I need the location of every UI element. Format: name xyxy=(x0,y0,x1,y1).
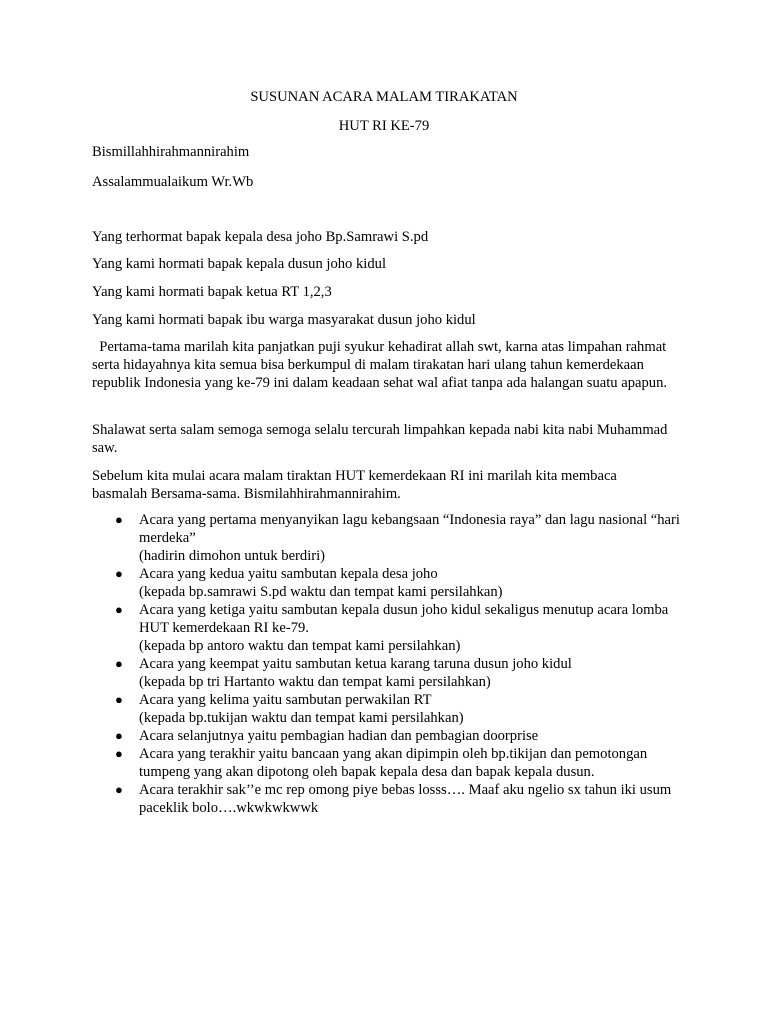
paragraph-shalawat: Shalawat serta salam semoga semoga selalu tercurah limpahkan kepada nabi kita nabi Muhammad saw. xyxy=(92,422,668,456)
agenda-item-note: (kepada bp antoro waktu dan tempat kami persilahkan) xyxy=(139,638,461,654)
agenda-item-text: Acara yang terakhir yaitu bancaan yang akan dipimpin oleh bp.tikijan dan pemotongan tumpeng yang akan dipotong oleh bapak kepala desa dan bapak kepala dusun. xyxy=(139,746,648,780)
agenda-item-text: Acara yang pertama menyanyikan lagu kebangsaan “Indonesia raya” dan lagu nasional “hari merdeka” xyxy=(139,512,680,546)
agenda-item-note: (hadirin dimohon untuk berdiri) xyxy=(139,548,326,564)
document-title: SUSUNAN ACARA MALAM TIRAKATAN xyxy=(250,89,518,105)
agenda-item xyxy=(92,601,682,655)
bullet-icon: ● xyxy=(115,782,123,797)
bullet-icon: ● xyxy=(115,602,123,617)
agenda-item-note: (kepada bp tri Hartanto waktu dan tempat kami persilahkan) xyxy=(139,674,491,690)
bullet-icon: ● xyxy=(115,692,123,707)
agenda-item xyxy=(92,565,682,601)
agenda-item-text: Acara yang ketiga yaitu sambutan kepala dusun joho kidul sekaligus menutup acara lomba HUT kemerdekaan RI ke-79. xyxy=(139,602,669,636)
respect-line: Yang kami hormati bapak kepala dusun joho kidul xyxy=(92,256,386,272)
agenda-item-note: (kepada bp.tukijan waktu dan tempat kami persilahkan) xyxy=(139,710,464,726)
agenda-item xyxy=(92,691,682,727)
paragraph-basmalah: Sebelum kita mulai acara malam tiraktan HUT kemerdekaan RI ini marilah kita membaca basmalah Bersama-sama. Bismilahhirahmannirahim. xyxy=(92,468,617,502)
document-subtitle: HUT RI KE-79 xyxy=(338,118,430,134)
agenda-item xyxy=(92,511,682,565)
respect-line: Yang kami hormati bapak ketua RT 1,2,3 xyxy=(92,284,332,300)
bullet-icon: ● xyxy=(115,746,123,761)
agenda-item-text: Acara terakhir sak’’e mc rep omong piye bebas losss…. Maaf aku ngelio sx tahun iki usum paceklik bolo….wkwkwkwwk xyxy=(139,782,672,816)
agenda-item-text: Acara yang kelima yaitu sambutan perwakilan RT xyxy=(139,692,432,708)
agenda-item xyxy=(92,655,682,691)
agenda-item-text: Acara yang keempat yaitu sambutan ketua karang taruna dusun joho kidul xyxy=(139,656,572,672)
agenda-item-text: Acara yang kedua yaitu sambutan kepala desa joho xyxy=(139,566,438,582)
respect-line: Yang kami hormati bapak ibu warga masyarakat dusun joho kidul xyxy=(92,312,476,328)
agenda-item xyxy=(92,745,682,781)
respect-line: Yang terhormat bapak kepala desa joho Bp.Samrawi S.pd xyxy=(92,229,429,245)
agenda-item xyxy=(92,781,682,817)
agenda-list xyxy=(92,511,682,817)
bullet-icon: ● xyxy=(115,512,123,527)
opening-basmalah: Bismillahhirahmannirahim xyxy=(92,144,250,160)
agenda-item xyxy=(92,727,682,745)
bullet-icon: ● xyxy=(115,656,123,671)
agenda-item-text: Acara selanjutnya yaitu pembagian hadian dan pembagian doorprise xyxy=(139,728,539,744)
agenda-item-note: (kepada bp.samrawi S.pd waktu dan tempat kami persilahkan) xyxy=(139,584,503,600)
opening-salam: Assalammualaikum Wr.Wb xyxy=(92,174,254,190)
paragraph-opening: Pertama-tama marilah kita panjatkan puji syukur kehadirat allah swt, karna atas limpahan rahmat serta hidayahnya kita semua bisa berkumpul di malam tirakatan hari ulang tahun kemerdekaan republik Indonesia yang ke-79 ini dalam keadaan sehat wal afiat tanpa ada halangan suatu apapun. xyxy=(92,339,668,391)
bullet-icon: ● xyxy=(115,566,123,581)
bullet-icon: ● xyxy=(115,728,123,743)
